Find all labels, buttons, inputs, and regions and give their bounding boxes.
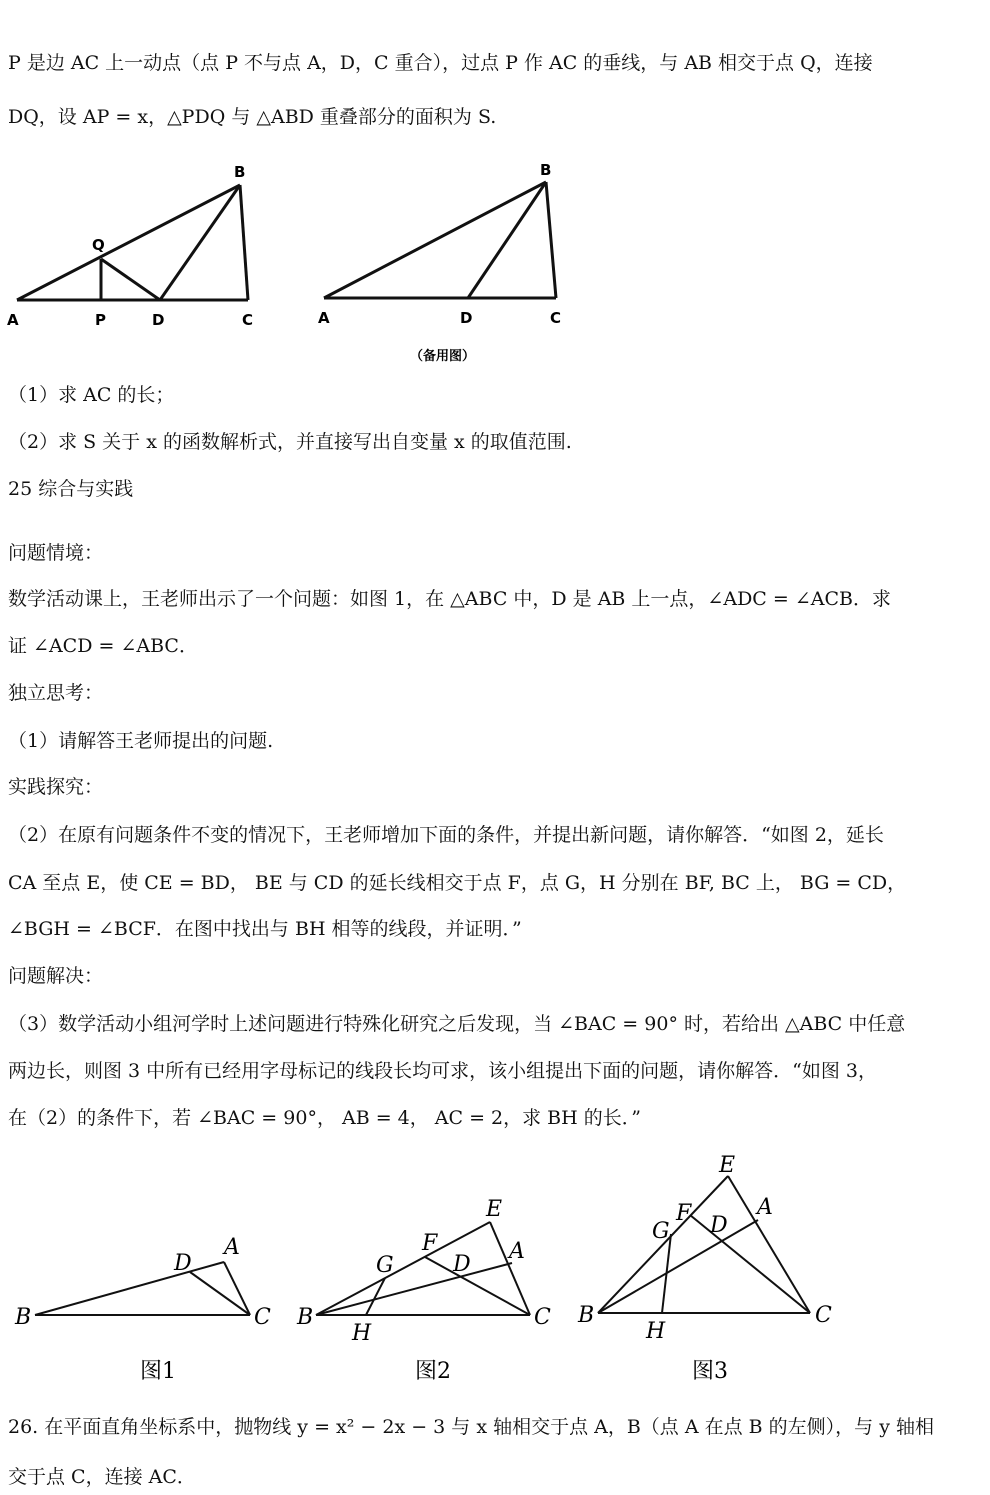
- label-Q: Q: [92, 236, 105, 254]
- spare-figure-caption: （备用图）: [410, 349, 476, 364]
- figure-2: [296, 1197, 551, 1346]
- label-C: C: [254, 1305, 271, 1330]
- text-line-15: 问题解决：: [8, 965, 104, 987]
- label-D: D: [460, 309, 473, 327]
- text-line-19: 26. 在平面直角坐标系中，抛物线 y = x² − 2x − 3 与 x 轴相交于点 A，B（点 A 在点 B 的左侧），与 y 轴相: [8, 1416, 934, 1438]
- label-C: C: [242, 311, 254, 329]
- label-B: B: [15, 1305, 32, 1330]
- text-line-12: （2）在原有问题条件不变的情况下，王老师增加下面的条件，并提出新问题，请你解答．“如图 2，延长: [8, 824, 884, 846]
- text-line-20: 交于点 C，连接 AC．: [8, 1466, 196, 1488]
- text-line-1: P 是边 AC 上一动点（点 P 不与点 A，D，C 重合），过点 P 作 AC 的垂线，与 AB 相交于点 Q，连接: [8, 52, 873, 74]
- text-line-8: 证 ∠ACD = ∠ABC．: [8, 635, 198, 657]
- label-A: A: [509, 1239, 525, 1264]
- text-line-13: CA 至点 E，使 CE = BD， BE 与 CD 的延长线相交于点 F，点 G，H 分别在 BF, BC 上， BG = CD，: [8, 872, 907, 894]
- label-P: P: [95, 311, 106, 329]
- figure-top-right: [310, 155, 580, 365]
- label-H: H: [646, 1319, 666, 1344]
- label-H: H: [352, 1321, 372, 1346]
- label-B: B: [578, 1303, 595, 1328]
- figure-top-left: [0, 155, 270, 335]
- label-D: D: [152, 311, 165, 329]
- figures-row: [0, 1150, 990, 1390]
- label-C: C: [534, 1305, 551, 1330]
- label-G: G: [652, 1219, 670, 1244]
- label-A: A: [7, 311, 19, 329]
- label-E: E: [486, 1197, 503, 1222]
- text-line-9: 独立思考：: [8, 682, 104, 704]
- label-A: A: [224, 1235, 240, 1260]
- label-E: E: [719, 1153, 736, 1178]
- figure-2-caption: 图2: [415, 1359, 451, 1384]
- label-D: D: [710, 1213, 728, 1238]
- figure-top-right-lines: [324, 182, 556, 298]
- text-line-4: （2）求 S 关于 x 的函数解析式，并直接写出自变量 x 的取值范围.: [8, 431, 572, 453]
- text-line-14: ∠BGH = ∠BCF．在图中找出与 BH 相等的线段，并证明．”: [8, 918, 522, 940]
- label-D: D: [174, 1251, 192, 1276]
- label-B: B: [234, 163, 246, 181]
- label-G: G: [376, 1253, 394, 1278]
- label-C: C: [550, 309, 562, 327]
- text-line-6: 问题情境：: [8, 542, 104, 564]
- figure-3-caption: 图3: [692, 1359, 728, 1384]
- text-line-10: （1）请解答王老师提出的问题.: [8, 730, 274, 752]
- label-B: B: [540, 161, 552, 179]
- figure-1-caption: 图1: [140, 1359, 176, 1384]
- figure-3: [577, 1153, 832, 1344]
- text-line-11: 实践探究：: [8, 776, 104, 798]
- label-A: A: [757, 1195, 773, 1220]
- text-line-5: 25 综合与实践: [8, 478, 134, 500]
- figure-1: [14, 1235, 271, 1330]
- label-F: F: [676, 1201, 692, 1226]
- figure-top-left-lines: [17, 185, 248, 300]
- label-B: B: [297, 1305, 314, 1330]
- text-line-3: （1）求 AC 的长；: [8, 384, 175, 406]
- text-line-16: （3）数学活动小组河学时上述问题进行特殊化研究之后发现，当 ∠BAC = 90° 时，若给出 △ABC 中任意: [8, 1013, 906, 1035]
- label-C: C: [815, 1303, 832, 1328]
- text-line-18: 在（2）的条件下，若 ∠BAC = 90°， AB = 4， AC = 2，求 BH 的长．”: [8, 1107, 641, 1129]
- text-line-7: 数学活动课上，王老师出示了一个问题：如图 1，在 △ABC 中，D 是 AB 上一点，∠ADC = ∠ACB．求: [8, 588, 891, 610]
- label-D: D: [453, 1252, 471, 1277]
- label-F: F: [422, 1231, 438, 1256]
- label-A: A: [318, 309, 330, 327]
- text-line-2: DQ，设 AP = x，△PDQ 与 △ABD 重叠部分的面积为 S.: [8, 106, 497, 128]
- text-line-17: 两边长，则图 3 中所有已经用字母标记的线段长均可求，该小组提出下面的问题，请你解答．“如图 3，: [8, 1060, 878, 1082]
